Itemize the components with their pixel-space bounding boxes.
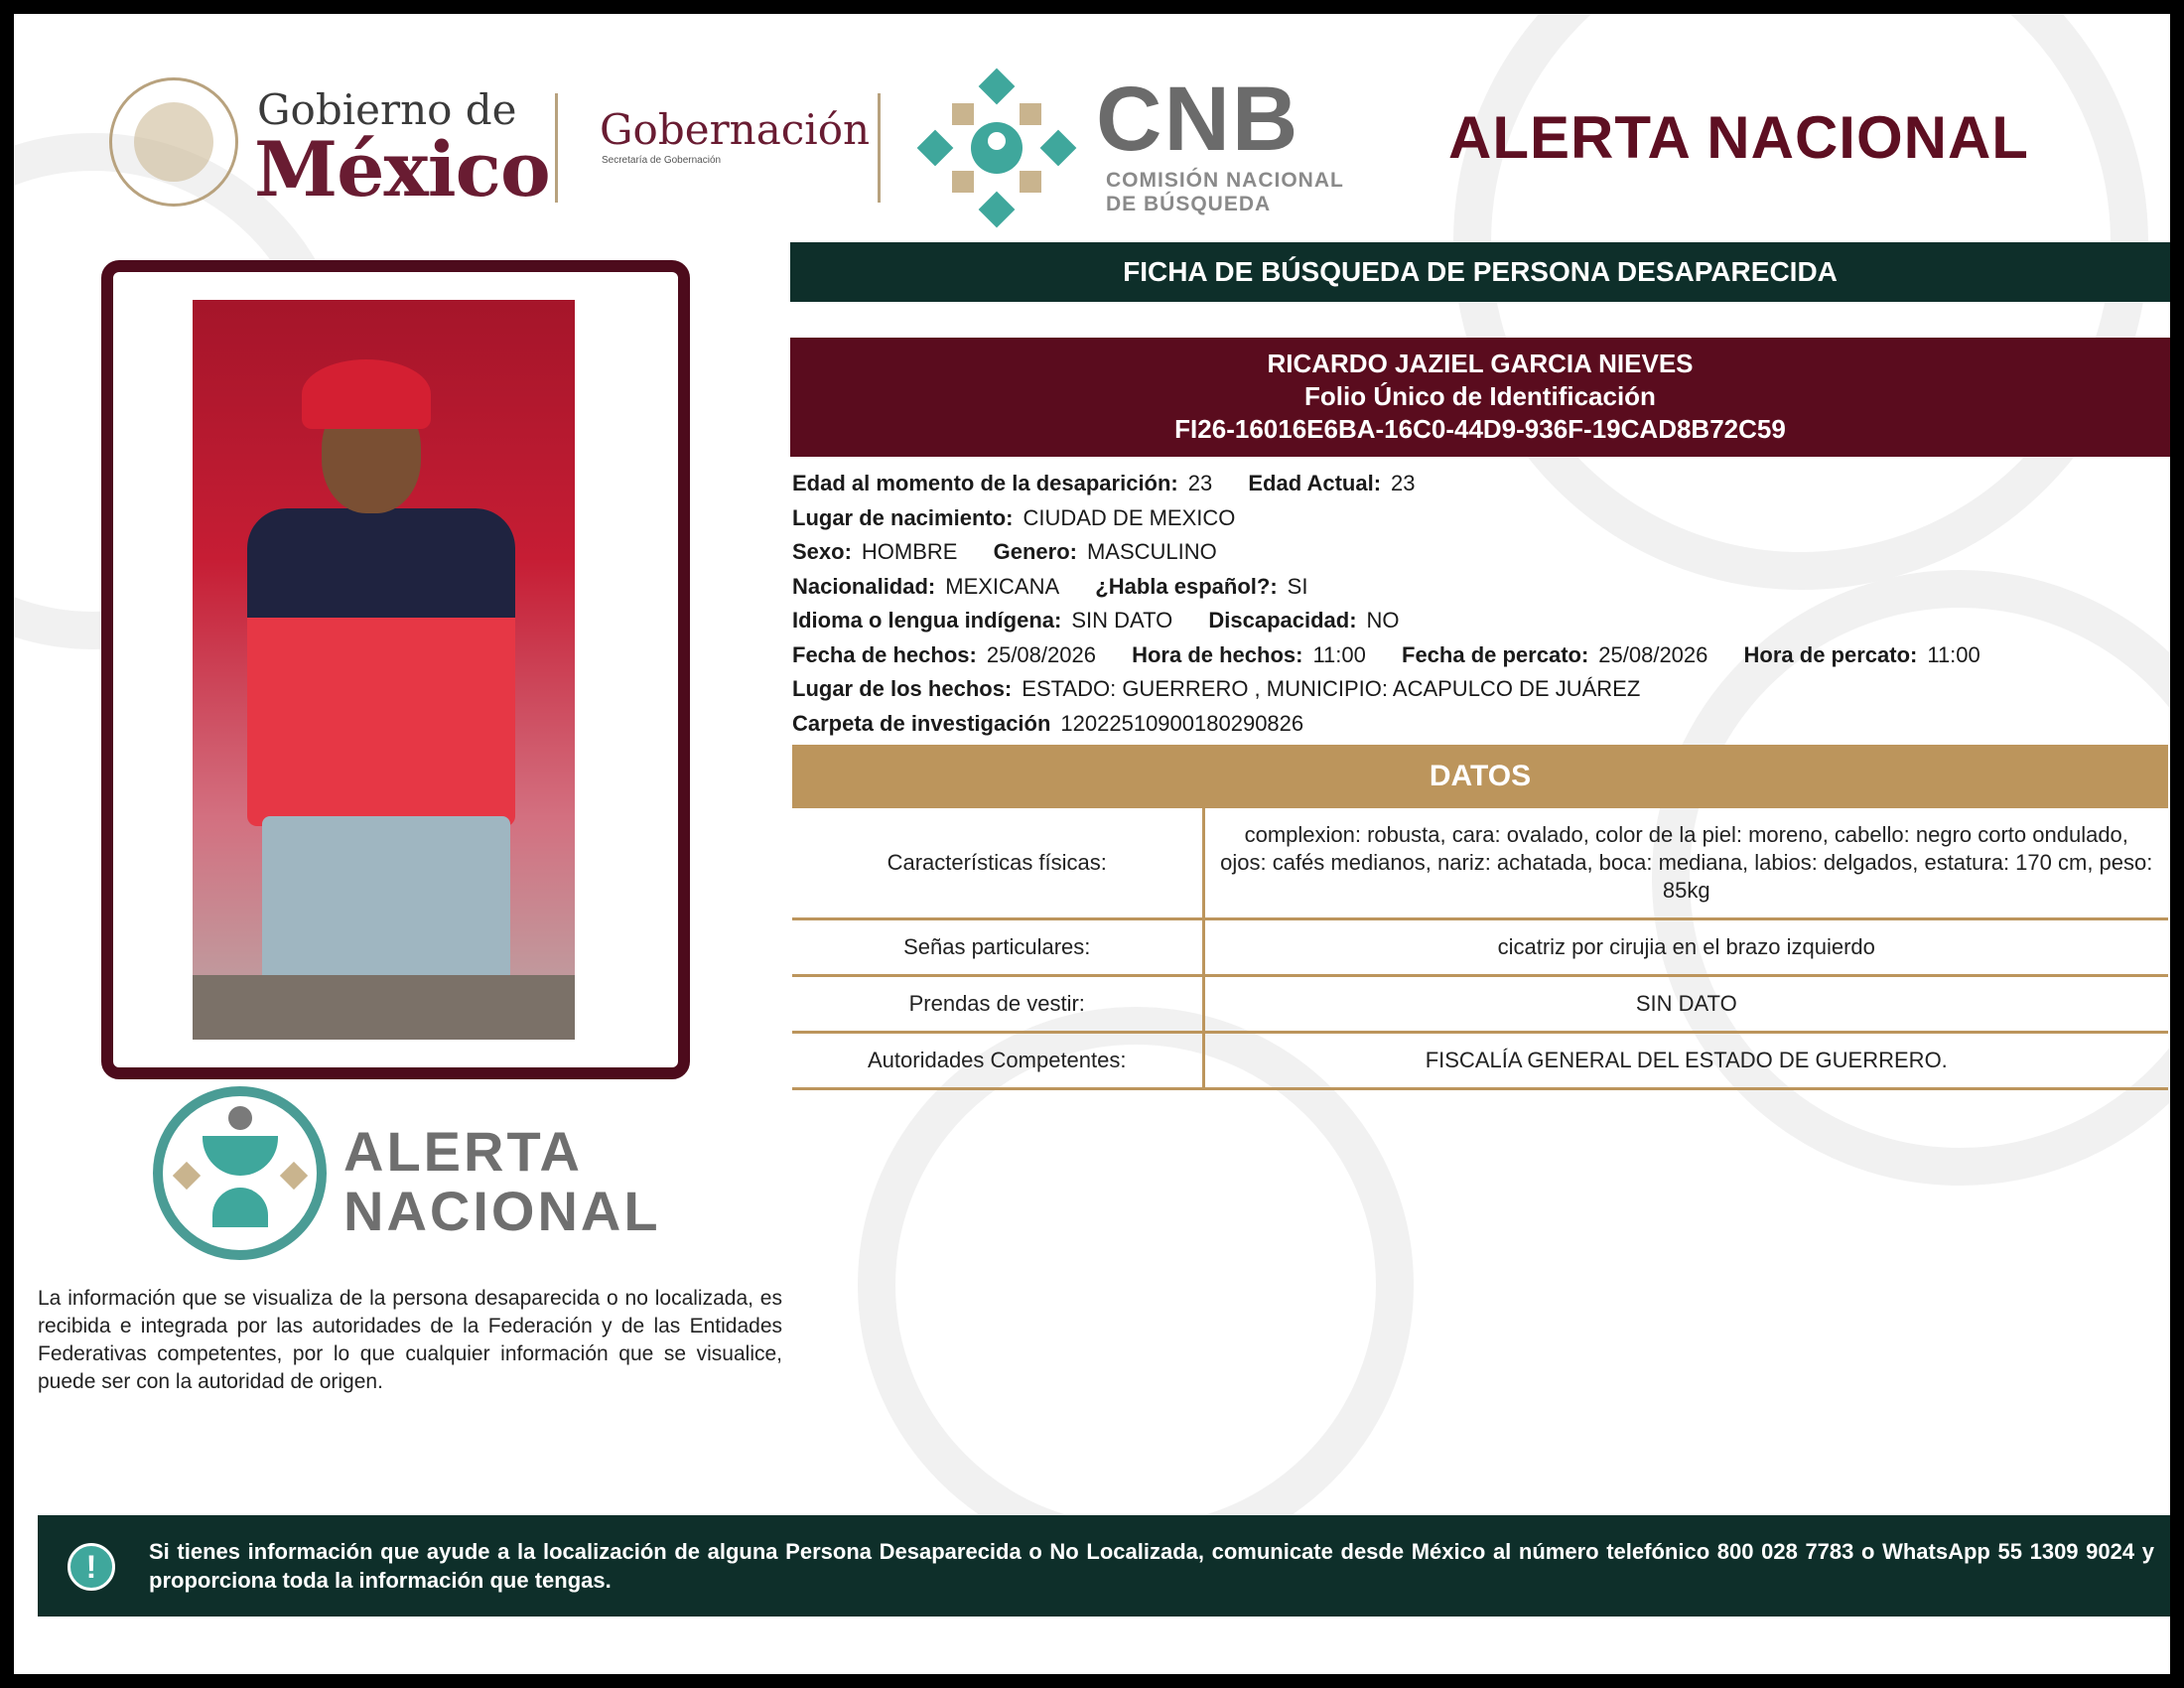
contact-footer: [38, 1515, 2174, 1617]
gobernacion-logo: Gobernación: [600, 105, 871, 154]
cnb-wordmark: CNB: [1096, 69, 1300, 170]
alerta-nacional-wordmark: [343, 1122, 661, 1241]
alerta-wordmark-line2: NACIONAL: [343, 1180, 661, 1242]
header: [93, 64, 2138, 215]
genero-value: MASCULINO: [1086, 539, 1217, 564]
discapacidad-label: Discapacidad:: [1208, 608, 1357, 633]
discapacidad-value: NO: [1366, 608, 1400, 633]
hora-percato-label: Hora de percato:: [1743, 641, 1918, 667]
lugar-nac-value: CIUDAD DE MEXICO: [1023, 504, 1236, 530]
info-row: [792, 604, 2172, 638]
lugar-hechos-value: ESTADO: GUERRERO , MUNICIPIO: ACAPULCO DE JUÁREZ: [1022, 676, 1641, 701]
idioma-value: SIN DATO: [1071, 608, 1173, 633]
info-row: [792, 570, 2172, 605]
folio-value: FI26-16016E6BA-16C0-44D9-936F-19CAD8B72C59: [1174, 414, 1786, 444]
idioma-label: Idioma o lengua indígena:: [792, 608, 1062, 633]
datos-label: Autoridades Competentes:: [792, 1032, 1203, 1088]
info-row: [792, 467, 2172, 501]
gobernacion-subtitle: Secretaría de Gobernación: [602, 155, 722, 166]
datos-value: FISCALÍA GENERAL DEL ESTADO DE GUERRERO.: [1203, 1032, 2168, 1088]
table-row: [792, 808, 2168, 918]
header-divider: [555, 93, 558, 203]
datos-label: Señas particulares:: [792, 918, 1203, 975]
national-seal-icon: [109, 77, 238, 207]
hora-hechos-label: Hora de hechos:: [1132, 641, 1303, 667]
edad-actual-label: Edad Actual:: [1248, 471, 1382, 495]
lugar-nac-label: Lugar de nacimiento:: [792, 504, 1014, 530]
info-row: [792, 501, 2172, 536]
disclaimer-text: La información que se visualiza de la persona desaparecida o no localizada, es recibida e integrada por las autoridades de la Federación y de las Entidades Federativas competentes, por lo que cualquier información que se visualice, puede ser con la autoridad de origen.: [38, 1287, 782, 1393]
nacionalidad-value: MEXICANA: [945, 573, 1060, 599]
habla-label: ¿Habla español?:: [1095, 573, 1278, 599]
table-row: [792, 975, 2168, 1032]
edad-desap-value: 23: [1187, 471, 1213, 495]
fecha-percato-label: Fecha de percato:: [1402, 641, 1589, 667]
genero-label: Genero:: [993, 539, 1077, 564]
lugar-hechos-label: Lugar de los hechos:: [792, 676, 1013, 701]
nacionalidad-label: Nacionalidad:: [792, 573, 936, 599]
datos-value: cicatriz por cirujia en el brazo izquierdo: [1203, 918, 2168, 975]
datos-header: DATOS: [792, 745, 2168, 808]
info-row: [792, 535, 2172, 570]
person-name: RICARDO JAZIEL GARCIA NIEVES: [1267, 349, 1694, 378]
edad-actual-value: 23: [1391, 471, 1416, 495]
hora-hechos-value: 11:00: [1312, 641, 1366, 667]
person-photo: [193, 300, 575, 1040]
gobierno-line2: México: [254, 125, 550, 213]
folio-label: Folio Único de Identificación: [1304, 381, 1656, 411]
table-row: [792, 1032, 2168, 1088]
cnb-subtitle-line2: DE BÚSQUEDA: [1106, 193, 1272, 215]
cnb-subtitle: [1106, 169, 1344, 216]
habla-value: SI: [1287, 573, 1308, 599]
alerta-nacional-logo-icon: [153, 1086, 327, 1260]
fecha-hechos-label: Fecha de hechos:: [792, 641, 977, 667]
cnb-subtitle-line1: COMISIÓN NACIONAL: [1106, 169, 1344, 192]
alert-title: ALERTA NACIONAL: [1448, 104, 2029, 171]
contact-text: Si tienes información que ayude a la localización de alguna Persona Desaparecida o No Localizada, comunicate desde México al número telefónico 800 028 7783 o WhatsApp 55 1309 9024 y proporciona toda la información que tengas.: [149, 1539, 2154, 1593]
sexo-value: HOMBRE: [861, 539, 958, 564]
person-photo-frame: [101, 260, 690, 1079]
datos-value: SIN DATO: [1203, 975, 2168, 1032]
watermark-swirl: [858, 1007, 1414, 1563]
person-header: [790, 338, 2170, 457]
datos-label: Características físicas:: [792, 808, 1203, 918]
carpeta-label: Carpeta de investigación: [792, 710, 1051, 736]
edad-desap-label: Edad al momento de la desaparición:: [792, 471, 1178, 495]
fecha-hechos-value: 25/08/2026: [986, 641, 1096, 667]
fecha-percato-value: 25/08/2026: [1598, 641, 1708, 667]
info-row: [792, 707, 2172, 742]
table-row: [792, 918, 2168, 975]
person-info: [792, 467, 2172, 741]
cnb-logo-icon: [912, 64, 1081, 232]
info-row: [792, 672, 2172, 707]
carpeta-value: 12022510900180290826: [1060, 710, 1304, 736]
header-divider: [878, 93, 881, 203]
sexo-label: Sexo:: [792, 539, 852, 564]
datos-label: Prendas de vestir:: [792, 975, 1203, 1032]
alerta-wordmark-line1: ALERTA: [343, 1120, 583, 1183]
hora-percato-value: 11:00: [1927, 641, 1980, 667]
datos-table: [792, 808, 2168, 1090]
info-row: [792, 638, 2172, 673]
ficha-title: FICHA DE BÚSQUEDA DE PERSONA DESAPARECIDA: [790, 242, 2170, 302]
datos-value: complexion: robusta, cara: ovalado, color de la piel: moreno, cabello: negro corto ondulado, ojos: cafés medianos, nariz: achatada, boca: mediana, labios: delgados, estatura: 170 cm, peso: 85kg: [1203, 808, 2168, 918]
exclamation-icon: !: [68, 1543, 115, 1591]
gobierno-line1: Gobierno de: [257, 85, 517, 134]
